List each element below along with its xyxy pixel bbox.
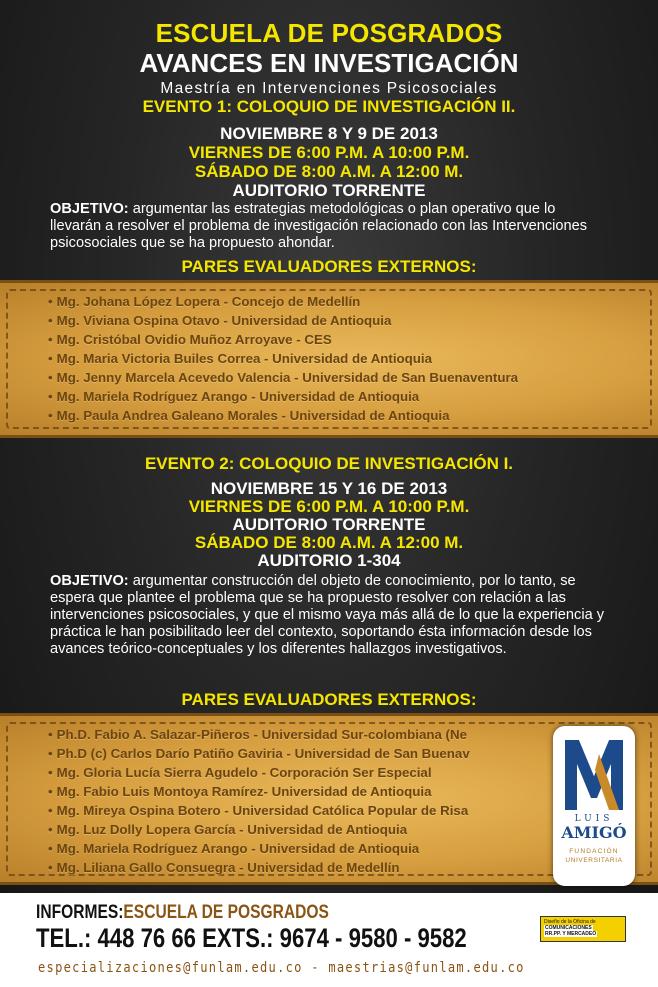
luis-amigo-logo: [553, 726, 635, 886]
luis-amigo-emblem-icon: [559, 736, 629, 814]
stamp-line-3: RR.PP. Y MERCADEO: [545, 931, 597, 937]
event2-reviewers-list: [48, 725, 470, 877]
list-item: • Ph.D (c) Carlos Darío Patiño Gaviria - Universidad de San Buenav: [48, 746, 470, 761]
bullet-icon: •: [48, 370, 53, 385]
bullet-icon: •: [48, 351, 53, 366]
bullet-icon: •: [48, 841, 53, 856]
event1-reviewers-list: [48, 292, 518, 425]
event1-reviewers-title: PARES EVALUADORES EXTERNOS:: [181, 257, 477, 276]
list-item: • Mg. Viviana Ospina Otavo - Universidad de Antioquia: [48, 313, 392, 328]
event2-objective-label: OBJETIVO:: [50, 573, 129, 589]
bullet-icon: •: [48, 389, 53, 404]
bullet-icon: •: [48, 294, 53, 309]
event2-reviewers-title: PARES EVALUADORES EXTERNOS:: [181, 690, 477, 709]
logo-amigo-text: AMIGÓ: [561, 823, 627, 842]
bullet-icon: •: [48, 727, 53, 742]
list-item: • Mg. Paula Andrea Galeano Morales - Universidad de Antioquia: [48, 408, 450, 423]
list-item: • Mg. Maria Victoria Builes Correa - Universidad de Antioquia: [48, 351, 433, 366]
event2-friday: VIERNES DE 6:00 P.M. A 10:00 P.M.: [188, 497, 470, 516]
event2-date: NOVIEMBRE 15 Y 16 DE 2013: [210, 479, 448, 498]
list-item: • Mg. Cristóbal Ovidio Muñoz Arroyave - CES: [48, 332, 332, 347]
email-line[interactable]: especializaciones@funlam.edu.co - maestrias@funlam.edu.co: [38, 960, 525, 976]
main-title: AVANCES EN INVESTIGACIÓN: [139, 48, 519, 78]
bullet-icon: •: [48, 332, 53, 347]
list-item: • Ph.D. Fabio A. Salazar-Piñeros - Universidad Sur-colombiana (Ne: [48, 727, 467, 742]
logo-fundacion-text: FUNDACIÓN: [569, 848, 619, 855]
list-item: • Mg. Mariela Rodríguez Arango - Universidad de Antioquia: [48, 389, 420, 404]
logo-luis-text: LUIS: [574, 814, 614, 824]
event1-title: EVENTO 1: COLOQUIO DE INVESTIGACIÓN II.: [142, 97, 516, 116]
bullet-icon: •: [48, 313, 53, 328]
event2-saturday: SÁBADO DE 8:00 A.M. A 12:00 M.: [194, 533, 464, 552]
stamp-line-2: COMUNICACIONES: [545, 925, 592, 931]
list-item: • Mg. Liliana Gallo Consuegra - Universidad de Medellín: [48, 860, 400, 875]
event1-date: NOVIEMBRE 8 Y 9 DE 2013: [220, 124, 438, 143]
event1-objective: [50, 201, 610, 252]
event1-objective-label: OBJETIVO:: [50, 201, 129, 217]
event1-venue: AUDITORIO TORRENTE: [232, 181, 426, 200]
event2-objective-text: argumentar construcción del objeto de conocimiento, por lo tanto, se espera que plantee el problema que se ha propuesto resolver con relación a las intervenciones psicosociales, y que el mismo vaya más allá de lo que la experiencia y práctica le han posibilitado leer del contexto, soportando ésta información desde los avances teórico-conceptuales y los diferentes hallazgos investigativos.: [50, 573, 605, 657]
program-name: Maestría en Intervenciones Psicosociales: [160, 80, 498, 97]
event2-venue-saturday: AUDITORIO 1-304: [257, 551, 401, 570]
phone-line: TEL.: 448 76 66 EXTS.: 9674 - 9580 - 9582: [36, 923, 467, 953]
bullet-icon: •: [48, 784, 53, 799]
event1-objective-text: argumentar las estrategias metodológicas o plan operativo que lo llevarán a resolver el problema de investigación relacionado con las Intervenciones psicosociales que se ha propuesto ahondar.: [50, 201, 588, 251]
list-item: • Mg. Luz Dolly Lopera García - Universidad de Antioquia: [48, 822, 408, 837]
bullet-icon: •: [48, 746, 53, 761]
bullet-icon: •: [48, 765, 53, 780]
event1-saturday: SÁBADO DE 8:00 A.M. A 12:00 M.: [194, 162, 464, 181]
event1-reviewers-panel: [0, 280, 658, 438]
event2-objective: [50, 573, 610, 658]
list-item: • Mg. Fabio Luis Montoya Ramírez- Universidad de Antioquia: [48, 784, 432, 799]
list-item: • Mg. Mireya Ospina Botero - Universidad Católica Popular de Risa: [48, 803, 469, 818]
event2-title: EVENTO 2: COLOQUIO DE INVESTIGACIÓN I.: [144, 454, 514, 473]
info-value: ESCUELA DE POSGRADOS: [123, 902, 329, 923]
list-item: • Mg. Johana López Lopera - Concejo de Medellín: [48, 294, 361, 309]
logo-universitaria-text: UNIVERSITARIA: [565, 857, 623, 864]
info-label: INFORMES:: [36, 902, 124, 923]
bullet-icon: •: [48, 408, 53, 423]
bullet-icon: •: [48, 822, 53, 837]
school-title: ESCUELA DE POSGRADOS: [155, 18, 503, 48]
bullet-icon: •: [48, 860, 53, 875]
design-credit-stamp: [540, 916, 626, 942]
event2-venue-friday: AUDITORIO TORRENTE: [232, 515, 426, 534]
bullet-icon: •: [48, 803, 53, 818]
stamp-line-1: Diseño de la Oficina de: [544, 919, 596, 925]
list-item: • Mg. Jenny Marcela Acevedo Valencia - Universidad de San Buenaventura: [48, 370, 519, 385]
list-item: • Mg. Gloria Lucía Sierra Agudelo - Corporación Ser Especial: [48, 765, 432, 780]
list-item: • Mg. Mariela Rodríguez Arango - Universidad de Antioquia: [48, 841, 420, 856]
info-line: [36, 902, 329, 924]
event1-friday: VIERNES DE 6:00 P.M. A 10:00 P.M.: [188, 143, 470, 162]
